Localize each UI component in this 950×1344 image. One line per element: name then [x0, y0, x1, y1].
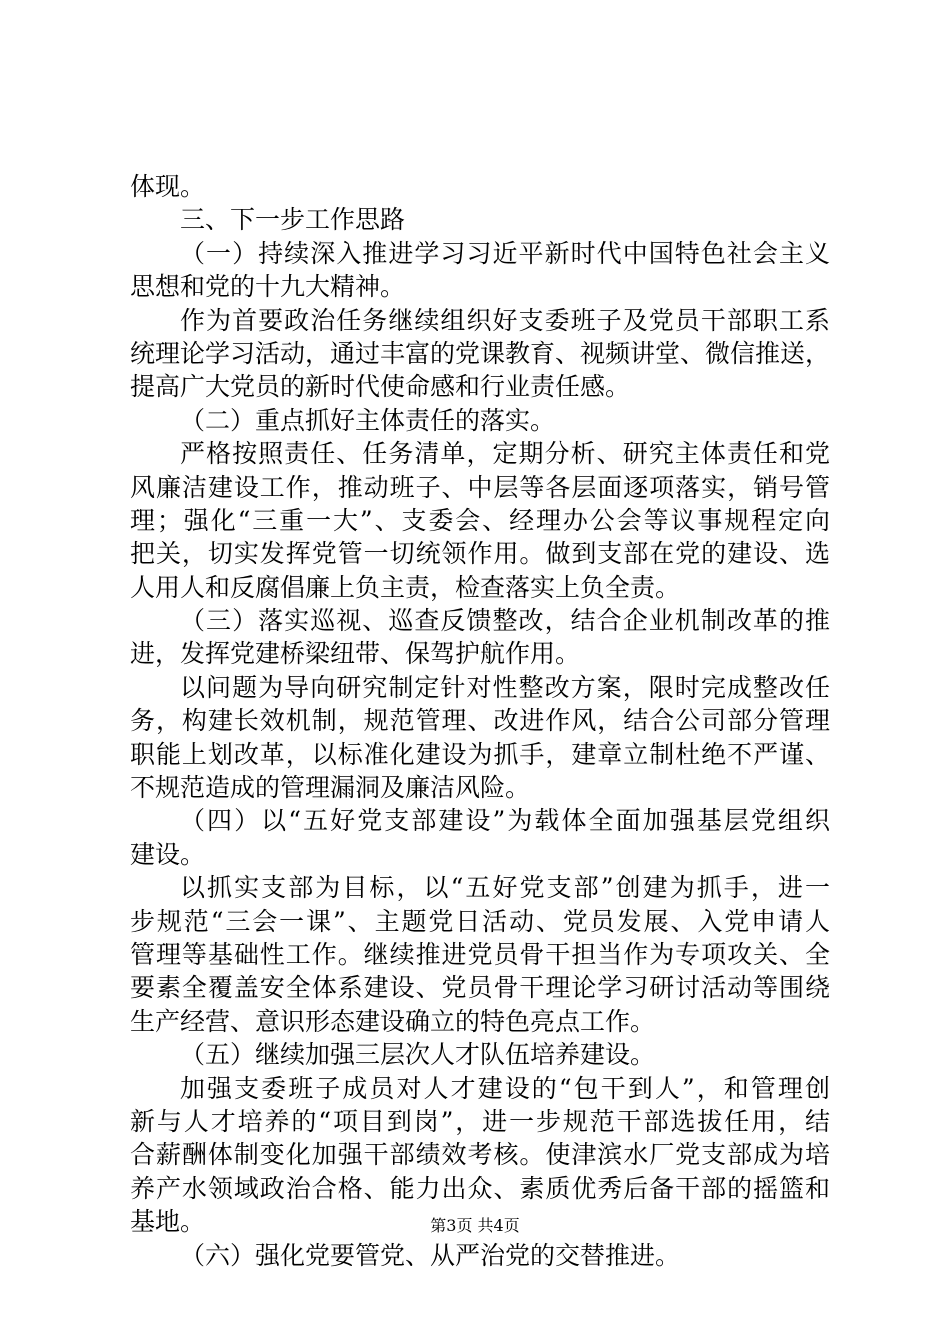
- text-line: 管理等基础性工作。继续推进党员骨干担当作为专项攻关、全: [130, 939, 830, 969]
- text-line: 步规范“三会一课”、主题党日活动、党员发展、入党申请人: [130, 906, 830, 936]
- text-line: 不规范造成的管理漏洞及廉洁风险。: [130, 773, 531, 803]
- text-line: 理；强化“三重一大”、支委会、经理办公会等议事规程定向: [130, 505, 830, 535]
- text-line: （四）以“五好党支部建设”为载体全面加强基层党组织: [180, 806, 830, 836]
- text-line: 加强支委班子成员对人才建设的“包干到人”，和管理创: [180, 1073, 830, 1103]
- text-line: 思想和党的十九大精神。: [130, 272, 406, 302]
- text-line: 把关，切实发挥党管一切统领作用。做到支部在党的建设、选: [130, 539, 830, 569]
- text-line: 养产水领域政治合格、能力出众、素质优秀后备干部的摇篮和: [130, 1173, 830, 1203]
- text-line: 职能上划改革，以标准化建设为抓手，建章立制杜绝不严谨、: [130, 739, 830, 769]
- text-line: 体现。: [130, 172, 206, 201]
- text-line: （三）落实巡视、巡查反馈整改，结合企业机制改革的推: [180, 606, 830, 636]
- text-line: 进，发挥党建桥梁纽带、保驾护航作用。: [130, 639, 581, 669]
- document-body: [130, 170, 830, 1272]
- text-line: 新与人才培养的“项目到岗”，进一步规范干部选拔任用，结: [130, 1106, 830, 1136]
- text-line: 生产经营、意识形态建设确立的特色亮点工作。: [130, 1006, 656, 1036]
- text-line: 作为首要政治任务继续组织好支委班子及党员干部职工系: [180, 305, 830, 335]
- text-line: （一）持续深入推进学习习近平新时代中国特色社会主义: [180, 238, 830, 268]
- text-line: 要素全覆盖安全体系建设、党员骨干理论学习研讨活动等围绕: [130, 973, 830, 1003]
- text-line: 以抓实支部为目标，以“五好党支部”创建为抓手，进一: [180, 873, 830, 903]
- text-line: 合薪酬体制变化加强干部绩效考核。使津滨水厂党支部成为培: [130, 1140, 830, 1170]
- text-line: 提高广大党员的新时代使命感和行业责任感。: [130, 372, 631, 402]
- text-line: （五）继续加强三层次人才队伍培养建设。: [180, 1040, 656, 1070]
- text-line: 基地。: [130, 1207, 206, 1237]
- page-footer: 第3页 共4页: [430, 1216, 520, 1235]
- text-line: 三、下一步工作思路: [180, 205, 406, 235]
- text-line: 建设。: [130, 839, 206, 869]
- text-line: （六）强化党要管党、从严治党的交替推进。: [180, 1240, 681, 1270]
- text-line: 务，构建长效机制，规范管理、改进作风，结合公司部分管理: [130, 706, 830, 736]
- text-line: 统理论学习活动，通过丰富的党课教育、视频讲堂、微信推送，: [130, 338, 831, 368]
- text-line: 以问题为导向研究制定针对性整改方案，限时完成整改任: [180, 672, 830, 702]
- text-line: 风廉洁建设工作，推动班子、中层等各层面逐项落实，销号管: [130, 472, 830, 502]
- text-line: （二）重点抓好主体责任的落实。: [180, 405, 556, 435]
- text-line: 严格按照责任、任务清单，定期分析、研究主体责任和党: [180, 439, 830, 469]
- text-line: 人用人和反腐倡廉上负主责，检查落实上负全责。: [130, 572, 681, 602]
